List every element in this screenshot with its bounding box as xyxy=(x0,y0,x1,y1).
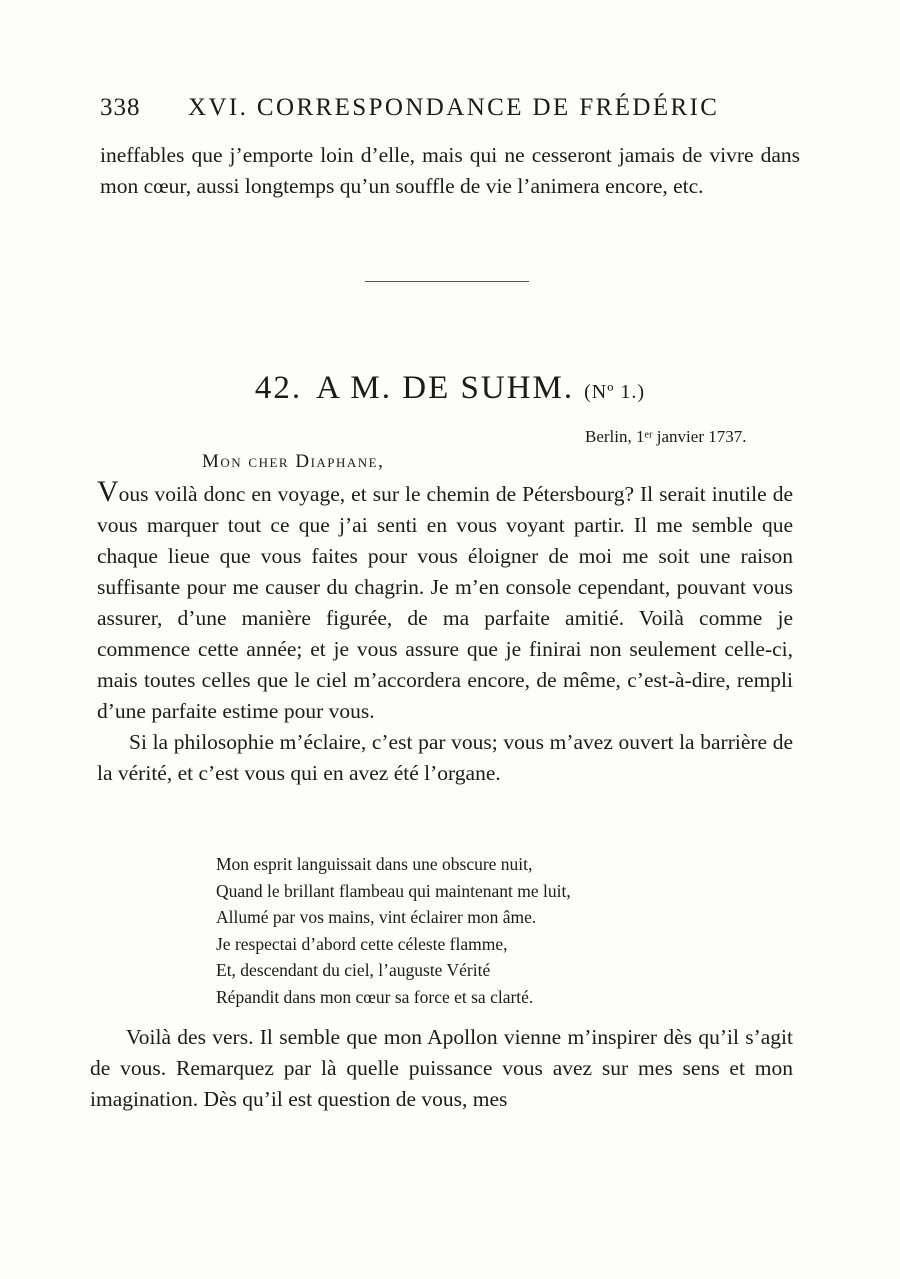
letter-body xyxy=(97,475,793,789)
letter-heading xyxy=(0,370,900,407)
page-number: 338 xyxy=(100,94,141,121)
verse-line: Allumé par vos mains, vint éclairer mon âme. xyxy=(216,907,537,927)
letter-title: A M. DE SUHM. xyxy=(316,370,575,406)
paragraph-1-text: ous voilà donc en voyage, et sur le chemin de Pétersbourg? Il serait inutile de vous marquer tout ce que j’ai senti en vous voyant partir. Il me semble que chaque lieue que vous faites pour vous éloigner de moi me soit une raison suffisante pour me causer du chagrin. Je m’en console cependant, pouvant vous assurer, d’une manière figurée, de ma parfaite amitié. Voilà comme je commence cette année; et je vous assure que je finirai non seulement celle-ci, mais toutes celles que le ciel m’accordera encore, de même, c’est-à-dire, rempli d’une parfaite estime pour vous. xyxy=(97,482,793,723)
continuation-paragraph xyxy=(100,140,800,202)
running-header xyxy=(100,94,719,122)
verse-line: Et, descendant du ciel, l’auguste Vérité xyxy=(216,960,491,980)
letter-date: Berlin, 1ᵉʳ janvier 1737. xyxy=(585,427,747,446)
verse-line: Répandit dans mon cœur sa force et sa clarté. xyxy=(216,986,534,1007)
verse-line: Je respectai d’abord cette céleste flamme, xyxy=(216,933,508,954)
paragraph-1 xyxy=(97,475,793,727)
letter-body-continued xyxy=(90,1022,793,1115)
letter-salutation: Mon cher Diaphane, xyxy=(202,451,385,472)
letter-number: 42. xyxy=(254,370,303,406)
letter-note: (Nº 1.) xyxy=(584,381,646,403)
section-divider xyxy=(365,281,529,282)
initial-letter: V xyxy=(97,475,119,508)
verse-line: Mon esprit languissait dans une obscure nuit, xyxy=(216,854,533,874)
verse-line: Quand le brillant flambeau qui maintenant me luit, xyxy=(216,880,571,901)
paragraph-2: Si la philosophie m’éclaire, c’est par vous; vous m’avez ouvert la barrière de la vérité, et c’est vous qui en avez été l’organe. xyxy=(97,730,793,785)
paragraph-3: Voilà des vers. Il semble que mon Apollon vienne m’inspirer dès qu’il s’agit de vous. Remarquez par là quelle puissance vous avez sur mes sens et mon imagination. Dès qu’il est question de vous, mes xyxy=(90,1025,793,1111)
verse-block xyxy=(216,851,571,1010)
running-title: XVI. CORRESPONDANCE DE FRÉDÉRIC xyxy=(188,94,720,121)
continuation-text: ineffables que j’emporte loin d’elle, mais qui ne cesseront jamais de vivre dans mon cœur, aussi longtemps qu’un souffle de vie l’animera encore, etc. xyxy=(100,143,800,198)
